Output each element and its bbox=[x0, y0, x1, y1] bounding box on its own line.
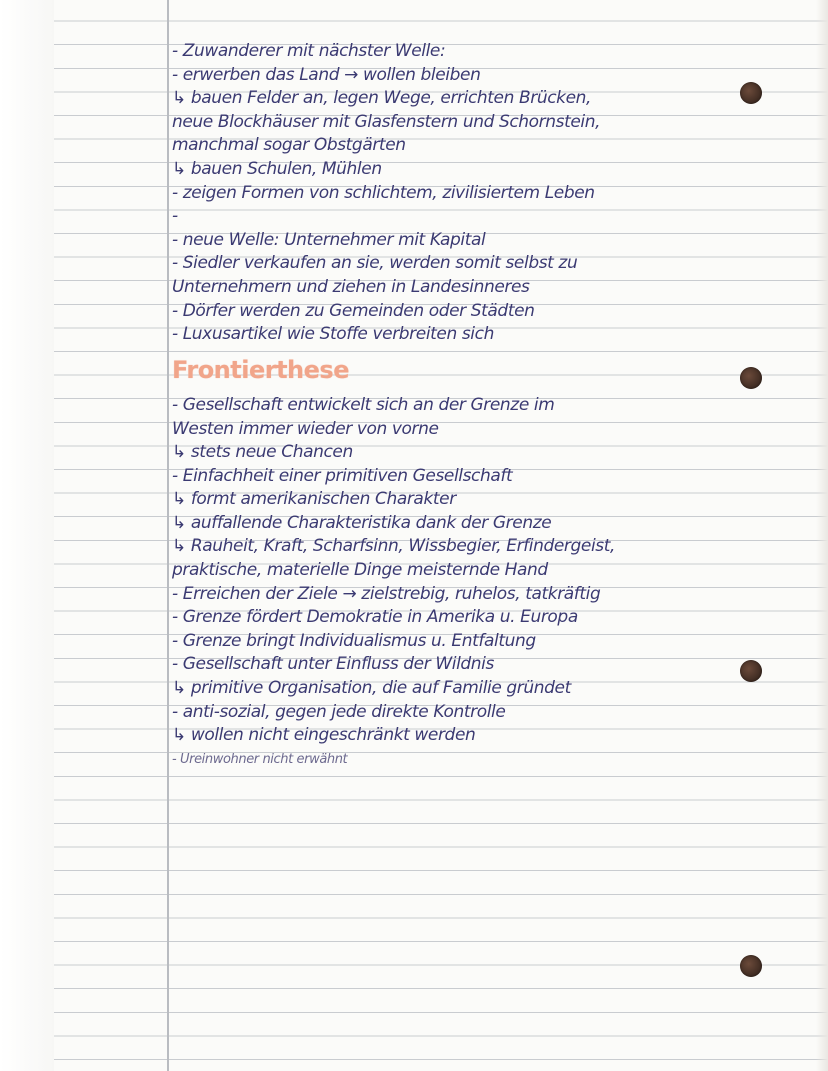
note-line: praktische, materielle Dinge meisternde Hand bbox=[172, 560, 548, 581]
note-line: - neue Welle: Unternehmer mit Kapital bbox=[172, 229, 486, 250]
note-line: neue Blockhäuser mit Glasfenstern und Schornstein, bbox=[172, 111, 601, 132]
note-line: - Erreichen der Ziele → zielstrebig, ruhelos, tatkräftig bbox=[172, 583, 601, 604]
note-line: - Zuwanderer mit nächster Welle: bbox=[172, 41, 446, 61]
handwritten-notes bbox=[172, 40, 717, 771]
note-line: ↳ Rauheit, Kraft, Scharfsinn, Wissbegier, Erfindergeist, bbox=[172, 536, 615, 557]
note-line: - Einfachheit einer primitiven Gesellschaft bbox=[172, 465, 513, 486]
note-line: ↳ stets neue Chancen bbox=[172, 442, 353, 463]
note-line: ↳ formt amerikanischen Charakter bbox=[172, 489, 456, 510]
note-line: - erwerben das Land → wollen bleiben bbox=[172, 64, 481, 85]
punch-hole bbox=[740, 955, 762, 977]
page-left-edge bbox=[0, 0, 54, 1071]
note-line: - anti-sozial, gegen jede direkte Kontrolle bbox=[172, 701, 506, 722]
footnote-line: - Ureinwohner nicht erwähnt bbox=[172, 751, 348, 767]
margin-line bbox=[167, 0, 169, 1071]
note-line: ↳ bauen Schulen, Mühlen bbox=[172, 158, 382, 179]
note-line: - Gesellschaft entwickelt sich an der Grenze im bbox=[172, 394, 555, 415]
note-line: - zeigen Formen von schlichtem, zivilisiertem Leben bbox=[172, 182, 595, 203]
punch-hole bbox=[740, 82, 762, 104]
note-line: - Siedler verkaufen an sie, werden somit selbst zu bbox=[172, 253, 578, 274]
note-line: - Dörfer werden zu Gemeinden oder Städten bbox=[172, 300, 535, 321]
note-line: - Grenze bringt Individualismus u. Entfaltung bbox=[172, 630, 536, 651]
note-line: ↳ primitive Organisation, die auf Familie gründet bbox=[172, 678, 571, 699]
note-line: ↳ wollen nicht eingeschränkt werden bbox=[172, 725, 476, 746]
punch-hole bbox=[740, 660, 762, 682]
section-heading: Frontierthese bbox=[172, 355, 349, 384]
note-line: Unternehmern und ziehen in Landesinneres bbox=[172, 276, 530, 297]
page-right-edge bbox=[816, 0, 828, 1071]
note-line: - Luxusartikel wie Stoffe verbreiten sich bbox=[172, 324, 494, 345]
punch-hole bbox=[740, 367, 762, 389]
note-line: - Gesellschaft unter Einfluss der Wildnis bbox=[172, 654, 494, 675]
note-line: - Grenze fördert Demokratie in Amerika u. Europa bbox=[172, 607, 578, 628]
note-line: Westen immer wieder von vorne bbox=[172, 418, 439, 439]
note-line: - bbox=[172, 206, 178, 227]
note-line: ↳ bauen Felder an, legen Wege, errichten Brücken, bbox=[172, 88, 592, 109]
note-line: ↳ auffallende Charakteristika dank der Grenze bbox=[172, 512, 552, 533]
note-line: manchmal sogar Obstgärten bbox=[172, 135, 406, 156]
